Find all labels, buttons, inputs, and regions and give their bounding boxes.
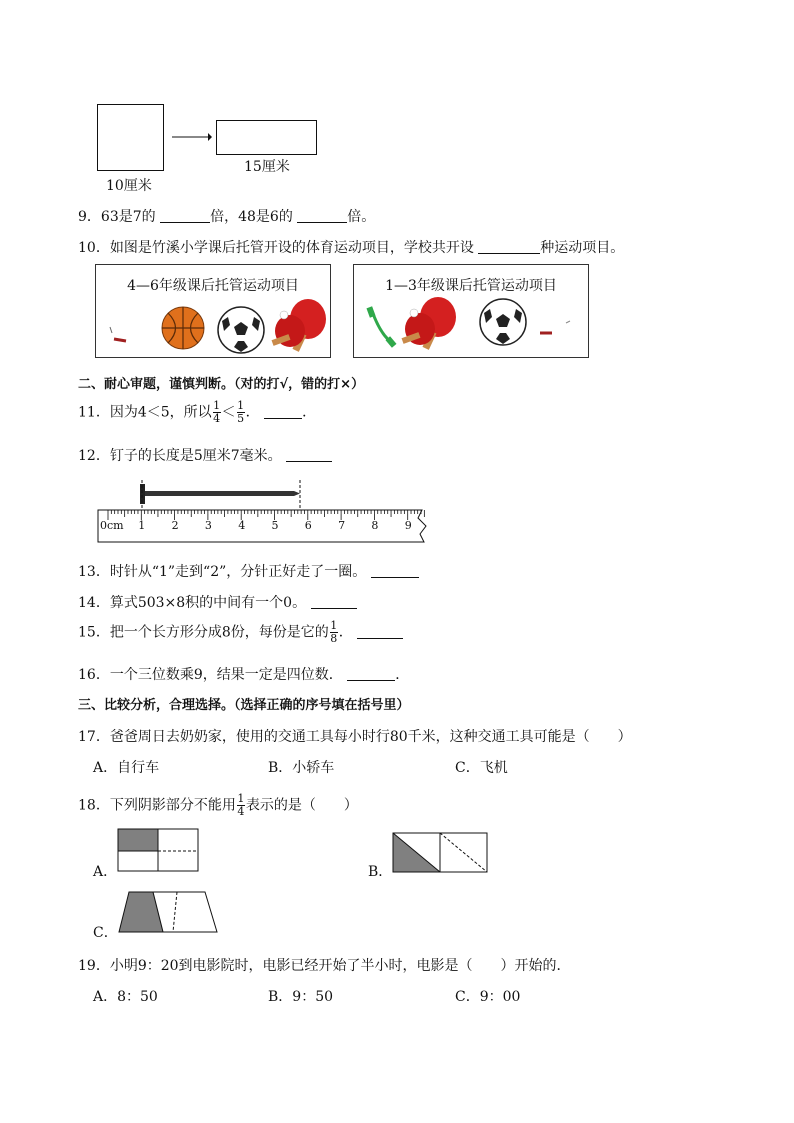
q9-text-c: 倍。 [347,209,376,225]
ruler-label: 8 [371,519,379,532]
question-11 [78,400,316,425]
q19-option-a[interactable]: A．8：50 [93,989,158,1005]
question-18 [78,793,358,818]
question-19 [78,955,571,975]
q18-text-a: 下列阴影部分不能用 [109,797,236,814]
q16-blank[interactable] [347,666,395,681]
q9-blank-2[interactable] [297,208,347,223]
q11-number: 11． [78,404,110,421]
ruler-label: 2 [171,519,179,532]
jump-rope-icon [366,305,398,349]
q11-fraction-2 [237,400,245,425]
q19-option-c[interactable]: C．9：00 [455,989,521,1005]
q15-fraction [330,620,338,645]
q11-text-a: 因为4＜5，所以 [109,404,212,421]
q17-number: 17． [78,729,110,745]
ruler-label: 4 [238,519,246,532]
q15-text-a: 把一个长方形分成8份，每份是它的 [109,624,329,641]
q16-text-a: 一个三位数乘9，结果一定是四位数． [109,667,343,683]
q13-number: 13． [78,564,110,580]
question-13 [78,561,419,581]
q9-text-b: 倍，48是6的 [210,209,293,225]
q10-blank[interactable] [478,239,540,254]
panel1-title: 4—6年级课后托管运动项目 [127,278,299,294]
q11-frac1-denominator: 4 [213,412,221,425]
question-15 [78,620,403,645]
q18-option-c-label[interactable]: C． [93,925,118,941]
q11-frac1-numerator: 1 [213,399,221,412]
q17-option-a[interactable]: A．自行车 [93,760,160,776]
q9-blank-1[interactable] [160,208,210,223]
q18-option-c-figure[interactable] [117,890,221,936]
q16-number: 16． [78,667,110,683]
q18-text-b: 表示的是（ ） [245,797,358,814]
q14-blank[interactable] [311,594,357,609]
question-9 [78,206,375,226]
square-label: 10厘米 [106,178,152,194]
q18-option-a-figure[interactable] [117,828,201,874]
q14-number: 14． [78,595,110,611]
rectangle-figure [216,120,317,155]
q11-frac2-numerator: 1 [237,399,245,412]
q12-number: 12． [78,448,110,464]
ruler-label: 0cm [100,519,124,532]
q18-option-b-label[interactable]: B． [368,864,393,880]
q18-option-a-label[interactable]: A． [93,864,118,880]
q15-text-b: ． [338,624,353,641]
ruler-label: 1 [138,519,146,532]
q17-text: 爸爸周日去奶奶家，使用的交通工具每小时行80千米，这种交通工具可能是（ ） [109,729,632,745]
square-figure [97,104,164,171]
arrow-icon [172,130,212,144]
q15-frac-numerator: 1 [330,619,338,632]
q18-number: 18． [78,797,110,814]
jump-rope-handle-icon-2 [538,319,578,341]
q15-number: 15． [78,624,110,641]
q16-text-b: ． [395,667,410,683]
q14-text: 算式503×8积的中间有一个0。 [109,595,307,611]
q10-text-a: 如图是竹溪小学课后托管开设的体育运动项目，学校共开设 [109,240,474,256]
q17-option-c[interactable]: C．飞机 [455,760,508,776]
ruler-label: 5 [271,519,279,532]
ruler-label: 7 [338,519,346,532]
q15-frac-denominator: 8 [330,632,338,645]
q18-option-b-figure[interactable] [392,832,490,874]
question-10 [78,237,624,257]
ping-pong-paddles-icon [268,297,330,355]
q18-frac-numerator: 1 [237,792,245,805]
q11-text-c: ． [302,404,317,421]
soccer-ball-icon-2 [478,297,528,347]
q11-fraction-1 [213,400,221,425]
q13-text: 时针从“1”走到“2”，分针正好走了一圈。 [109,564,367,580]
q10-number: 10． [78,240,110,256]
sports-panel-grades-4-6 [95,264,331,358]
jump-rope-handle-icon [106,323,128,343]
q17-option-b[interactable]: B．小轿车 [268,760,335,776]
basketball-icon [160,305,206,351]
q11-frac2-denominator: 5 [237,412,245,425]
q18-frac-denominator: 4 [237,805,245,818]
question-14 [78,592,357,612]
q9-text-a: 63是7的 [100,209,156,225]
question-17 [78,726,632,746]
q11-less-than: ＜ [221,404,236,421]
panel2-title: 1—3年级课后托管运动项目 [385,278,557,294]
section-3-title: 三、比较分析，合理选择。（选择正确的序号填在括号里） [78,698,410,713]
q19-option-b[interactable]: B．9：50 [268,989,334,1005]
q18-fraction [237,793,245,818]
ruler-label: 3 [204,519,212,532]
ping-pong-paddles-icon-2 [398,295,460,353]
ruler-label: 9 [404,519,412,532]
rect-label: 15厘米 [244,159,290,175]
q10-text-b: 种运动项目。 [540,240,625,256]
question-12 [78,445,332,465]
q11-blank[interactable] [264,404,302,419]
sports-panel-grades-1-3 [353,264,589,358]
q15-blank[interactable] [357,624,403,639]
section-2-title: 二、耐心审题，谨慎判断。（对的打√，错的打×） [78,377,365,392]
ruler-with-nail [96,476,436,548]
question-16 [78,664,409,684]
ruler-label: 6 [304,519,312,532]
q12-blank[interactable] [286,447,332,462]
q11-text-b: ． [245,404,260,421]
soccer-ball-icon [216,305,266,355]
q13-blank[interactable] [371,563,419,578]
q9-number: 9． [78,209,101,225]
q12-text: 钉子的长度是5厘米7毫米。 [109,448,282,464]
q19-number: 19． [78,958,110,974]
q19-text: 小明9：20到电影院时，电影已经开始了半小时，电影是（ ）开始的． [109,958,571,974]
